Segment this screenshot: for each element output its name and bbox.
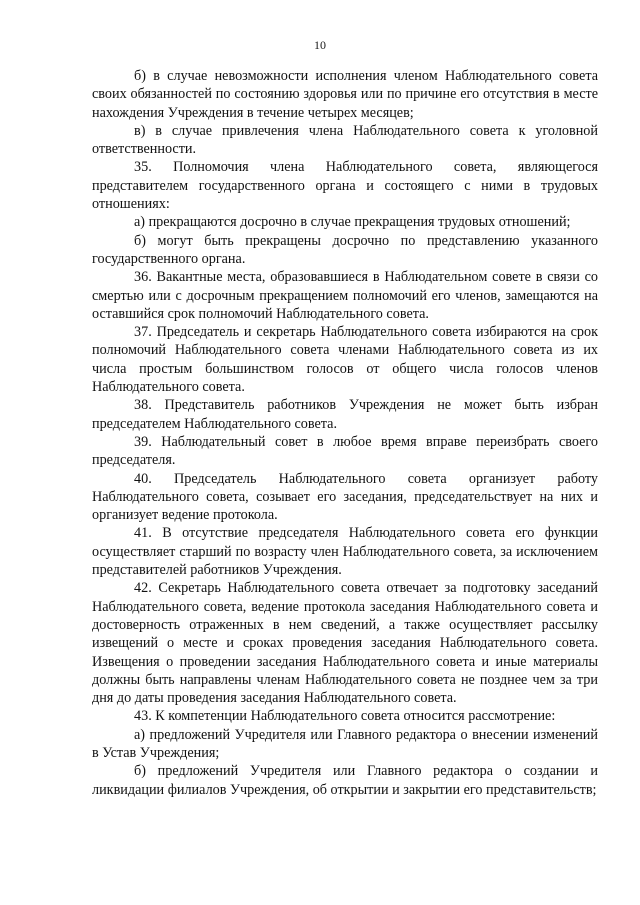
paragraph-42: 42. Секретарь Наблюдательного совета отвечает за подготовку заседаний Наблюдательного совета, ведение протокола заседания Наблюдательного совета и достоверность отраженных в нем сведений, а также осуществляет рассылку извещений о месте и сроках проведения заседания Наблюдательного совета. Извещения о проведении заседания Наблюдательного совета и иные материалы должны быть направлены членам Наблюдательного совета не позднее чем за три дня до даты проведения заседания Наблюдательного совета. — [92, 580, 598, 707]
page-number: 10 — [314, 38, 326, 52]
paragraph-1b-health: б) в случае невозможности исполнения членом Наблюдательного совета своих обязанностей по состоянию здоровья или по причине его отсутствия в месте нахождения Учреждения в течение четырех месяцев; — [92, 68, 598, 121]
paragraph-35a: а) прекращаются досрочно в случае прекращения трудовых отношений; — [134, 214, 571, 231]
paragraph-36: 36. Вакантные места, образовавшиеся в Наблюдательном совете в связи со смертью или с досрочным прекращением полномочий его членов, замещаются на оставшийся срок полномочий Наблюдательного совета. — [92, 269, 598, 322]
paragraph-39: 39. Наблюдательный совет в любое время вправе переизбрать своего председателя. — [92, 433, 598, 469]
document-body — [92, 67, 598, 799]
paragraph-38: 38. Представитель работников Учреждения не может быть избран председателем Наблюдательного совета. — [92, 397, 598, 432]
paragraph-40: 40. Председатель Наблюдательного совета организует работу Наблюдательного совета, созывает его заседания, председательствует на них и организует ведение протокола. — [92, 470, 598, 524]
paragraph-43a: а) предложений Учредителя или Главного редактора о внесении изменений в Устав Учреждения; — [92, 726, 598, 761]
paragraph-43: 43. К компетенции Наблюдательного совета относится рассмотрение: — [134, 708, 556, 725]
paragraph-37: 37. Председатель и секретарь Наблюдательного совета избираются на срок полномочий Наблюдательного совета членами Наблюдательного совета из их числа простым большинством голосов от общего числа голосов членов Наблюдательного совета. — [92, 324, 598, 396]
paragraph-1v-criminal: в) в случае привлечения члена Наблюдательного совета к уголовной ответственности. — [92, 122, 598, 158]
paragraph-41: 41. В отсутствие председателя Наблюдательного совета его функции осуществляет старший по возрасту член Наблюдательного совета, за исключением представителей работников Учреждения. — [92, 525, 598, 579]
paragraph-35b: б) могут быть прекращены досрочно по представлению указанного государственного органа. — [92, 232, 598, 267]
paragraph-35: 35. Полномочия члена Наблюдательного совета, являющегося представителем государственного органа и состоящего с ними в трудовых отношениях: — [92, 159, 598, 213]
paragraph-43b: б) предложений Учредителя или Главного редактора о создании и ликвидации филиалов Учреждения, об открытии и закрытии его представительств; — [92, 763, 598, 798]
